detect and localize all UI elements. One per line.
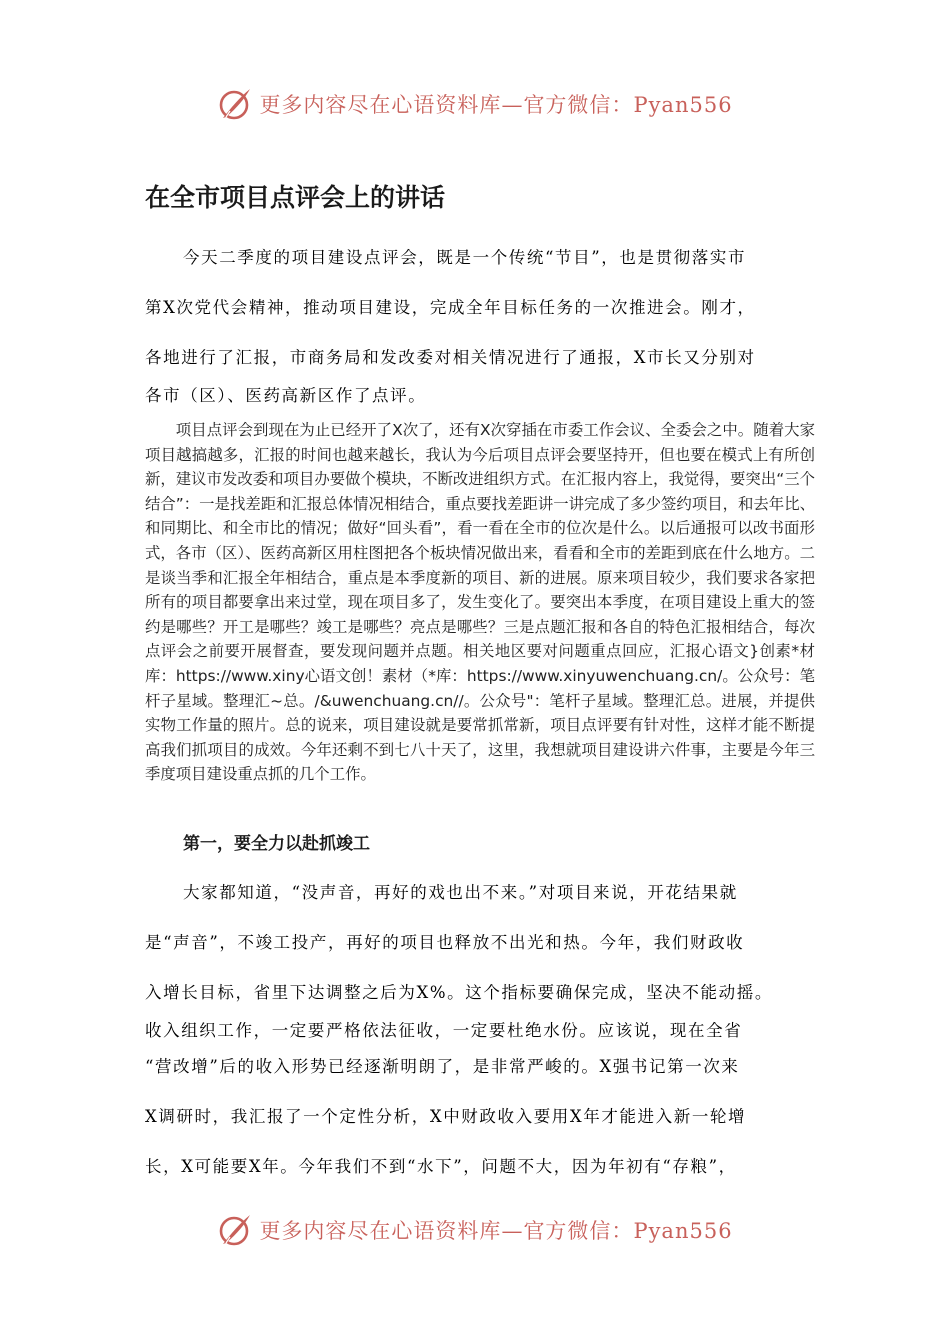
footer-banner	[0, 1210, 950, 1250]
page-title: 在全市项目点评会上的讲话	[145, 183, 446, 212]
paragraph-2: 项目点评会到现在为止已经开了X次了，还有X次穿插在市委工作会议、全委会之中。随着大家项目越搞越多，汇报的时间也越来越长，我认为今后项目点评会要坚持开，但也要在模式上有所创新，建议市发改委和项目办要做个模块，不断改进组织方式。在汇报内容上，我觉得，要突出“三个结合”：一是找差距和汇报总体情况相结合，重点要找差距讲一讲完成了多少签约项目，和去年比、和同期比、和全市比的情况；做好“回头看”，看一看在全市的位次是什么。以后通报可以改书面形式，各市（区）、医药高新区用柱图把各个板块情况做出来，看看和全市的差距到底在什么地方。二是谈当季和汇报全年相结合，重点是本季度新的项目、新的进展。原来项目较少，我们要求各家把所有的项目都要拿出来过堂，现在项目多了，发生变化了。要突出本季度，在项目建设上重大的签约是哪些？开工是哪些？竣工是哪些？亮点是哪些？三是点题汇报和各自的特色汇报相结合，每次点评会之前要开展督查，要发现问题并点题。相关地区要对问题重点回应，汇报心语文}创素*材库：https://www.xiny心语文创！素材（*库：https://www.xinyuwenchuang.cn/。公众号：笔杆子星域。整理汇~总。/&uwenchuang.cn//。公众号"：笔杆子星域。整理汇总。进展，并提供实物工作量的照片。总的说来，项目建设就是要常抓常新，项目点评要有针对性，这样才能不断提高我们抓项目的成效。今年还剩不到七八十天了，这里，我想就项目建设讲六件事，主要是今年三季度项目建设重点抓的几个工作。	[145, 421, 815, 784]
wechat-id: Pyan556	[633, 1219, 733, 1243]
paragraph-line: 是“声音”，不竣工投产，再好的项目也释放不出光和热。今年，我们财政收	[145, 933, 745, 952]
paragraph-line: “营改增”后的收入形势已经逐渐明朗了，是非常严峻的。X强书记第一次来	[145, 1057, 740, 1076]
paragraph-line: X调研时，我汇报了一个定性分析，X中财政收入要用X年才能进入新一轮增	[145, 1107, 747, 1126]
paragraph-line: 各市（区）、医药高新区作了点评。	[145, 386, 427, 405]
paragraph-line: 各地进行了汇报，市商务局和发改委对相关情况进行了通报，X市长又分别对	[145, 348, 756, 367]
banner-text: 更多内容尽在心语资料库—官方微信：Pyan556	[259, 93, 733, 117]
paragraph-line: 收入组织工作，一定要严格依法征收，一定要杜绝水份。应该说，现在全省	[145, 1021, 743, 1040]
section-heading: 第一，要全力以赴抓竣工	[183, 834, 370, 854]
wechat-id: Pyan556	[633, 93, 733, 117]
quill-logo-icon	[217, 86, 253, 122]
paragraph-line: 大家都知道，“没声音，再好的戏也出不来。”对项目来说，开花结果就	[183, 883, 738, 902]
header-banner	[0, 84, 950, 124]
quill-logo-icon	[217, 1212, 253, 1248]
paragraph-line: 第X次党代会精神，推动项目建设，完成全年目标任务的一次推进会。刚才，	[145, 298, 756, 317]
paragraph-line: 今天二季度的项目建设点评会，既是一个传统“节目”，也是贯彻落实市	[183, 248, 747, 267]
paragraph-line: 长，X可能要X年。今年我们不到“水下”，问题不大，因为年初有“存粮”，	[145, 1157, 737, 1176]
banner-text: 更多内容尽在心语资料库—官方微信：Pyan556	[259, 1219, 733, 1243]
paragraph-line: 入增长目标，省里下达调整之后为X%。这个指标要确保完成，坚决不能动摇。	[145, 983, 773, 1002]
